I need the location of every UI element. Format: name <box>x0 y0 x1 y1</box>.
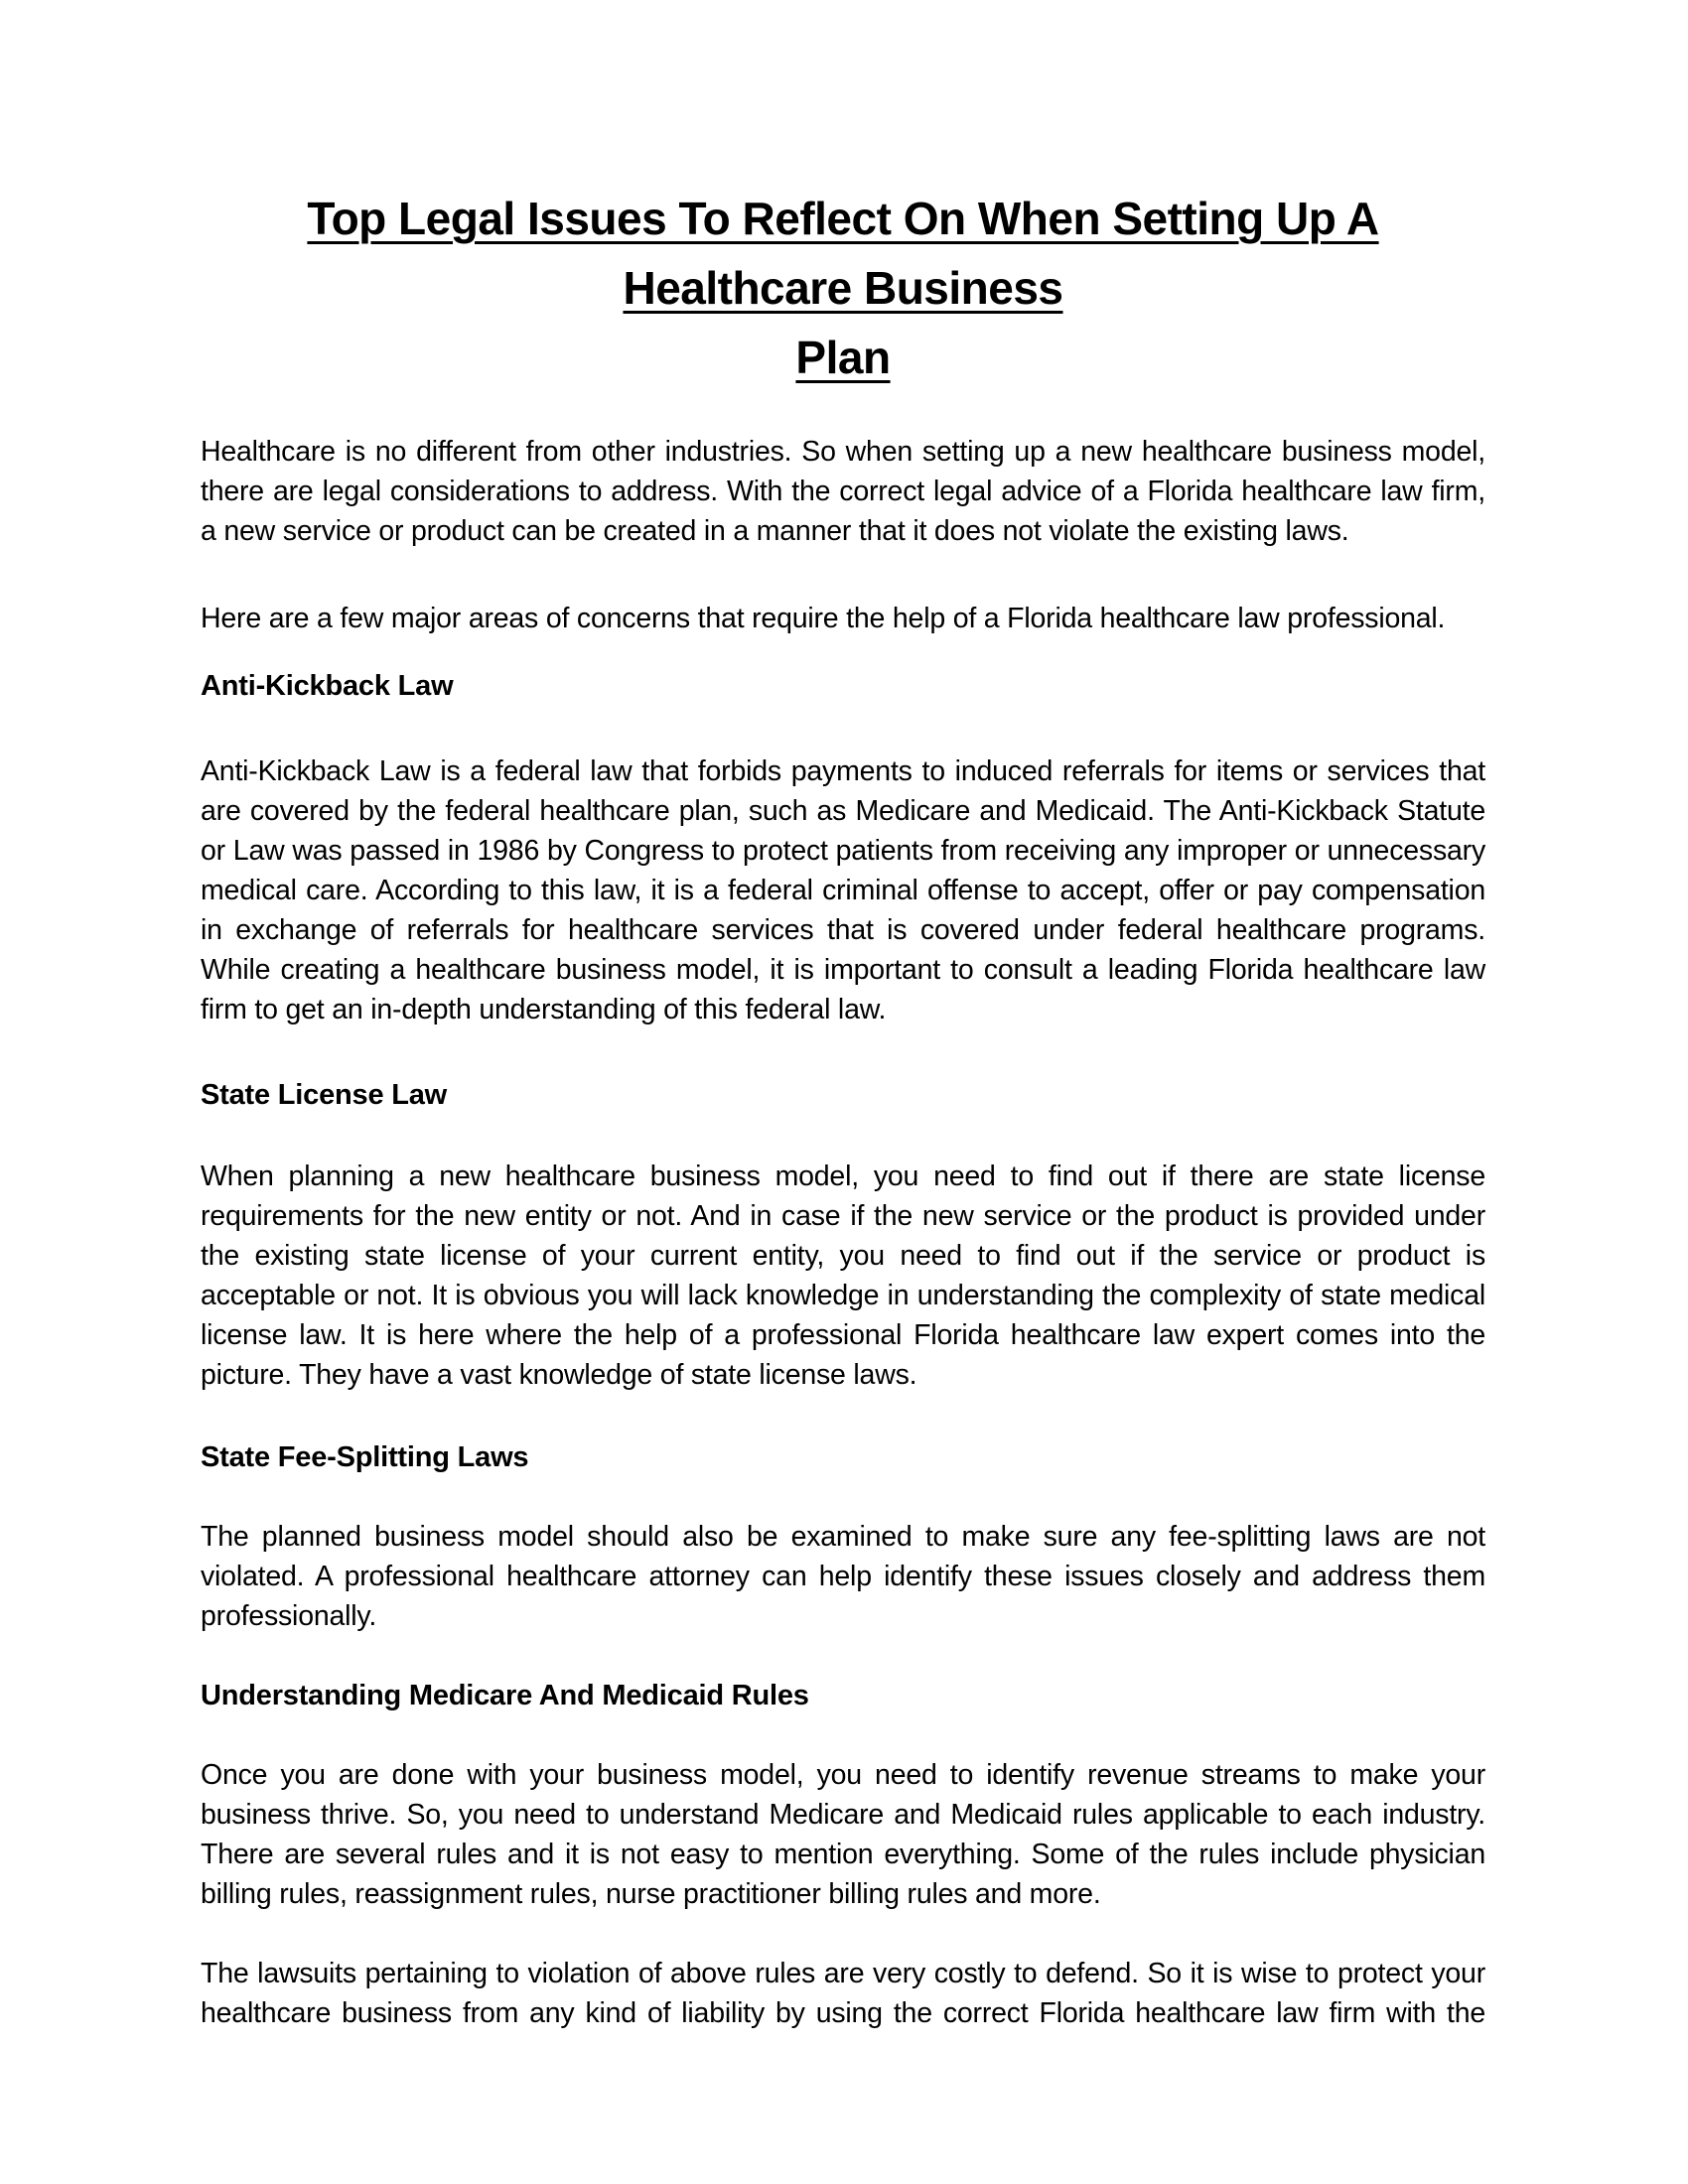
paragraph-anti-kickback-law: Anti-Kickback Law is a federal law that forbids payments to induced referrals for items or services that are covered by the federal healthcare plan, such as Medicare and Medicaid. The Anti-Kickback Statute or Law was passed in 1986 by Congress to protect patients from receiving any improper or unnecessary medical care. According to this law, it is a federal criminal offense to accept, offer or pay compensation in exchange of referrals for healthcare services that is covered under federal healthcare programs. While creating a healthcare business model, it is important to consult a leading Florida healthcare law firm to get an in-depth understanding of this federal law. <box>201 755 1485 1025</box>
paragraph-state-fee-splitting-laws: The planned business model should also be examined to make sure any fee-splitting laws are not violated. A professional healthcare attorney can help identify these issues closely and address them professionally. <box>201 1521 1485 1632</box>
paragraph-medicare-medicaid-rules: Once you are done with your business model, you need to identify revenue streams to make your business thrive. So, you need to understand Medicare and Medicaid rules applicable to each industry. There are several rules and it is not easy to mention everything. Some of the rules include physician billing rules, reassignment rules, nurse practitioner billing rules and more. <box>201 1759 1485 1910</box>
section-heading-anti-kickback-law: Anti-Kickback Law <box>201 670 454 702</box>
section-heading-state-fee-splitting-laws: State Fee-Splitting Laws <box>201 1441 529 1473</box>
section-heading-medicare-medicaid-rules: Understanding Medicare And Medicaid Rules <box>201 1680 809 1711</box>
section-heading-state-license-law: State License Law <box>201 1079 448 1111</box>
paragraph-lawsuits: The lawsuits pertaining to violation of above rules are very costly to defend. So it is wise to protect your healthcare business from any kind of liability by using the correct Florida healthcare law firm with the <box>201 1958 1485 2029</box>
paragraph-intro: Healthcare is no different from other industries. So when setting up a new healthcare business model, there are legal considerations to address. With the correct legal advice of a Florida healthcare law firm, a new service or product can be created in a manner that it does not violate the existing laws. <box>201 436 1485 547</box>
document-title-line-1: Top Legal Issues To Reflect On When Setting Up A Healthcare Business <box>307 193 1379 314</box>
paragraph-areas-of-concern: Here are a few major areas of concerns that require the help of a Florida healthcare law professional. <box>201 603 1446 634</box>
document-title-line-2: Plan <box>795 332 891 383</box>
paragraph-state-license-law: When planning a new healthcare business model, you need to find out if there are state license requirements for the new entity or not. And in case if the new service or the product is provided under the existing state license of your current entity, you need to find out if the service or product is acceptable or not. It is obvious you will lack knowledge in understanding the complexity of state medical license law. It is here where the help of a professional Florida healthcare law expert comes into the picture. They have a vast knowledge of state license laws. <box>201 1160 1485 1391</box>
document-title <box>201 184 1485 392</box>
